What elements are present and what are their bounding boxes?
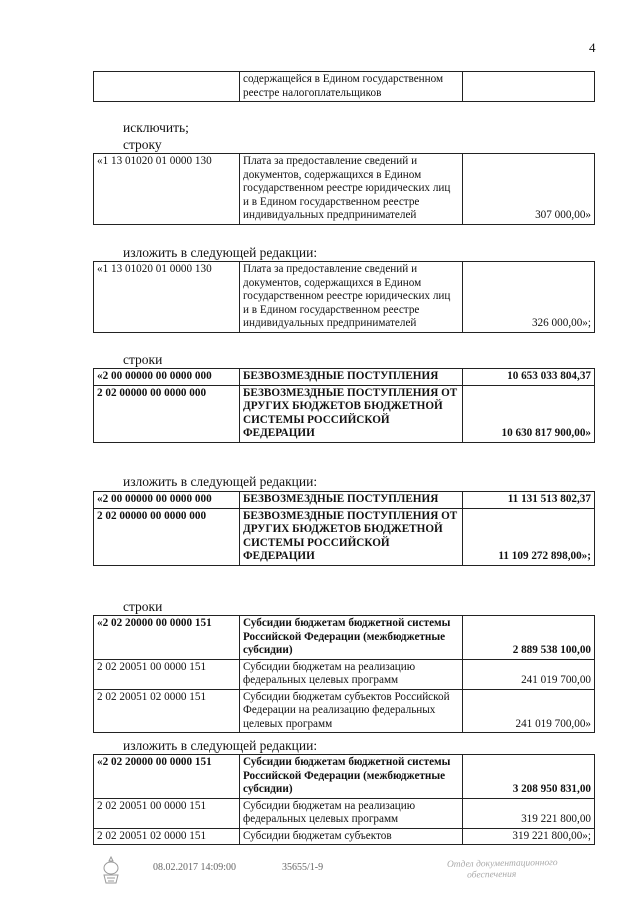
code-cell: «2 00 00000 00 0000 000 bbox=[94, 369, 240, 386]
name-cell: содержащейся в Едином государственном реестре налогоплательщиков bbox=[240, 72, 463, 102]
table-row bbox=[94, 616, 595, 660]
name-cell: Плата за предоставление сведений и документов, содержащихся в Едином государственном реестре юридических лиц и в Едином государственном реестре индивидуальных предпринимателей bbox=[240, 154, 463, 225]
stamp-line-1: Отдел документационного bbox=[446, 858, 558, 870]
code-cell: 2 02 00000 00 0000 000 bbox=[94, 508, 240, 565]
amount-cell: 326 000,00»; bbox=[463, 262, 595, 333]
name-cell: БЕЗВОЗМЕЗДНЫЕ ПОСТУПЛЕНИЯ ОТ ДРУГИХ БЮДЖЕТОВ БЮДЖЕТНОЙ СИСТЕМЫ РОССИЙСКОЙ ФЕДЕРАЦИИ bbox=[240, 385, 463, 442]
amount-cell: 11 109 272 898,00»; bbox=[463, 508, 595, 565]
table-row bbox=[94, 828, 595, 845]
code-cell bbox=[94, 72, 240, 102]
footer-doc-number: 35655/1-9 bbox=[282, 862, 324, 873]
table-row bbox=[94, 659, 595, 689]
table-row bbox=[94, 262, 595, 333]
table-row bbox=[94, 689, 595, 733]
name-cell: Субсидии бюджетам на реализацию федеральных целевых программ bbox=[240, 659, 463, 689]
amount-cell: 307 000,00» bbox=[463, 154, 595, 225]
code-cell: 2 02 20051 02 0000 151 bbox=[94, 828, 240, 845]
footer-datetime: 08.02.2017 14:09:00 bbox=[153, 862, 237, 873]
code-cell: «1 13 01020 01 0000 130 bbox=[94, 262, 240, 333]
name-cell: Субсидии бюджетам субъектов bbox=[240, 828, 463, 845]
code-cell: «2 00 00000 00 0000 000 bbox=[94, 492, 240, 509]
table-original-rows-2 bbox=[93, 368, 594, 443]
table-continuation bbox=[93, 71, 594, 102]
table-restated-row-1 bbox=[93, 261, 594, 333]
table-row bbox=[94, 755, 595, 799]
code-cell: «2 02 20000 00 0000 151 bbox=[94, 755, 240, 799]
amount-cell: 319 221 800,00»; bbox=[463, 828, 595, 845]
amount-cell: 10 630 817 900,00» bbox=[463, 385, 595, 442]
instruction-restate: изложить в следующей редакции: bbox=[123, 474, 318, 489]
instruction-row-label: строку bbox=[123, 137, 162, 152]
table-original-row-1 bbox=[93, 153, 594, 225]
name-cell: Субсидии бюджетам субъектов Российской Федерации на реализацию федеральных целевых программ bbox=[240, 689, 463, 733]
code-cell: 2 02 20051 00 0000 151 bbox=[94, 659, 240, 689]
amount-cell: 241 019 700,00» bbox=[463, 689, 595, 733]
instruction-rows-label: строки bbox=[123, 599, 163, 614]
name-cell: Плата за предоставление сведений и документов, содержащихся в Едином государственном реестре юридических лиц и в Едином государственном реестре индивидуальных предпринимателей bbox=[240, 262, 463, 333]
instruction-restate: изложить в следующей редакции: bbox=[123, 245, 318, 260]
emblem-logo-icon bbox=[100, 855, 122, 890]
code-cell: 2 02 00000 00 0000 000 bbox=[94, 385, 240, 442]
table-row bbox=[94, 508, 595, 565]
name-cell: БЕЗВОЗМЕЗДНЫЕ ПОСТУПЛЕНИЯ bbox=[240, 369, 463, 386]
instruction-rows-label: строки bbox=[123, 352, 163, 367]
table-restated-rows-3 bbox=[93, 754, 594, 845]
table-original-rows-3 bbox=[93, 615, 594, 733]
table-row bbox=[94, 369, 595, 386]
code-cell: 2 02 20051 00 0000 151 bbox=[94, 798, 240, 828]
name-cell: Субсидии бюджетам на реализацию федеральных целевых программ bbox=[240, 798, 463, 828]
page-number: 4 bbox=[589, 40, 596, 55]
table-row bbox=[94, 72, 595, 102]
code-cell: «1 13 01020 01 0000 130 bbox=[94, 154, 240, 225]
office-stamp bbox=[447, 858, 558, 882]
amount-cell: 3 208 950 831,00 bbox=[463, 755, 595, 799]
amount-cell: 10 653 033 804,37 bbox=[463, 369, 595, 386]
code-cell: «2 02 20000 00 0000 151 bbox=[94, 616, 240, 660]
table-row bbox=[94, 798, 595, 828]
table-row bbox=[94, 385, 595, 442]
instruction-restate: изложить в следующей редакции: bbox=[123, 738, 318, 753]
amount-cell: 2 889 538 100,00 bbox=[463, 616, 595, 660]
stamp-line-2: обеспечения bbox=[467, 869, 517, 881]
name-cell: Субсидии бюджетам бюджетной системы Российской Федерации (межбюджетные субсидии) bbox=[240, 755, 463, 799]
name-cell: Субсидии бюджетам бюджетной системы Российской Федерации (межбюджетные субсидии) bbox=[240, 616, 463, 660]
name-cell: БЕЗВОЗМЕЗДНЫЕ ПОСТУПЛЕНИЯ ОТ ДРУГИХ БЮДЖЕТОВ БЮДЖЕТНОЙ СИСТЕМЫ РОССИЙСКОЙ ФЕДЕРАЦИИ bbox=[240, 508, 463, 565]
name-cell: БЕЗВОЗМЕЗДНЫЕ ПОСТУПЛЕНИЯ bbox=[240, 492, 463, 509]
amount-cell: 11 131 513 802,37 bbox=[463, 492, 595, 509]
amount-cell: 241 019 700,00 bbox=[463, 659, 595, 689]
amount-cell bbox=[463, 72, 595, 102]
instruction-exclude: исключить; bbox=[123, 120, 189, 135]
table-row bbox=[94, 154, 595, 225]
table-row bbox=[94, 492, 595, 509]
code-cell: 2 02 20051 02 0000 151 bbox=[94, 689, 240, 733]
amount-cell: 319 221 800,00 bbox=[463, 798, 595, 828]
table-restated-rows-2 bbox=[93, 491, 594, 566]
